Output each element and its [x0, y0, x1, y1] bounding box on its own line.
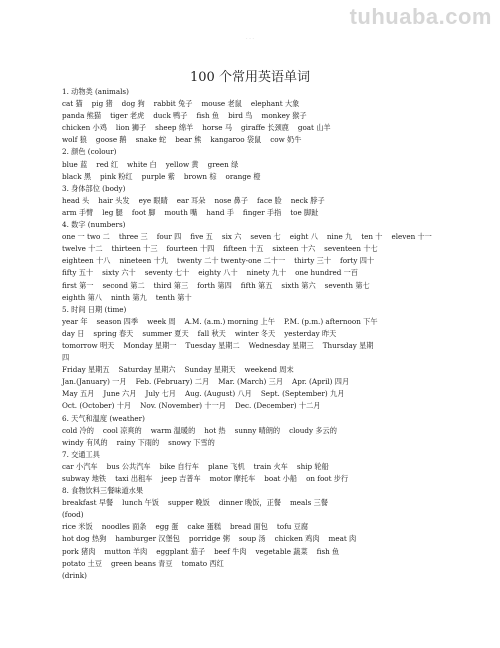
section-heading: (drink)	[62, 570, 87, 580]
word-entry: twelve 十二	[62, 244, 103, 254]
word-entry: soup 汤	[238, 534, 266, 544]
word-entry: head 头	[62, 195, 90, 205]
word-entry: lion 狮子	[115, 123, 147, 133]
word-entry: Saturday 星期六	[118, 365, 176, 375]
word-entry: snowy 下雪的	[168, 437, 215, 447]
word-entry: white 白	[127, 159, 157, 169]
word-entry: cold 冷的	[62, 425, 94, 435]
word-row	[62, 267, 482, 279]
word-entry: beef 牛肉	[214, 546, 247, 556]
word-entry: Nov. (November) 十一月	[140, 401, 226, 411]
word-row	[62, 497, 482, 509]
word-entry: giraffe 长颈鹿	[241, 123, 289, 133]
word-entry: tiger 老虎	[110, 111, 145, 121]
word-entry: fifty 五十	[62, 268, 94, 278]
word-entry: seven 七	[250, 232, 281, 242]
word-entry: forty 四十	[340, 256, 375, 266]
word-row	[62, 134, 482, 146]
word-entry: plane 飞机	[207, 461, 245, 471]
word-entry: chicken 小鸡	[62, 123, 107, 133]
word-entry: motor 摩托车	[209, 474, 256, 483]
word-entry: Aug. (August) 八月	[184, 389, 252, 399]
word-entry: fish 鱼	[316, 546, 340, 556]
word-entry: rabbit 兔子	[153, 99, 193, 109]
word-row	[62, 195, 482, 207]
word-entry: dinner 晚饭，正餐	[218, 498, 281, 508]
word-entry: purple 紫	[141, 171, 175, 181]
section-heading: 四	[62, 353, 70, 363]
word-entry: Sept. (September) 九月	[260, 389, 345, 399]
word-entry: cat 猫	[62, 99, 83, 109]
word-entry: hand 手	[206, 207, 234, 217]
word-entry: Apr. (April) 四月	[292, 377, 350, 387]
word-entry: ten 十	[361, 232, 383, 242]
word-entry: third 第三	[153, 280, 189, 290]
word-entry: tofu 豆腐	[276, 522, 309, 532]
word-entry: eighth 第八	[62, 292, 102, 302]
word-entry: sixth 第六	[281, 280, 316, 290]
word-entry: ship 轮船	[296, 461, 329, 471]
word-entry: eye 眼睛	[138, 195, 168, 205]
word-entry: eighteen 十八	[62, 256, 111, 266]
word-entry: elephant 大象	[250, 99, 300, 109]
word-entry: jeep 吉普车	[161, 474, 201, 483]
word-entry: duck 鸭子	[153, 111, 188, 121]
word-entry: summer 夏天	[142, 328, 189, 338]
word-entry: Dec. (December) 十二月	[234, 401, 321, 411]
word-entry: neck 脖子	[290, 195, 325, 205]
word-entry: tomorrow 明天	[62, 340, 115, 350]
word-entry: car 小汽车	[62, 461, 98, 471]
word-entry: fish 鱼	[196, 111, 220, 121]
word-entry: Tuesday 星期二	[185, 340, 240, 350]
word-row	[62, 340, 482, 352]
section-heading: 4. 数字 (numbers)	[62, 220, 126, 230]
word-entry: cow 奶牛	[270, 135, 302, 145]
word-entry: forth 第四	[197, 280, 232, 290]
word-entry: Friday 星期五	[62, 365, 110, 375]
word-row	[62, 280, 482, 292]
word-entry: hot 热	[204, 425, 226, 435]
word-row	[62, 437, 482, 449]
word-entry: Oct. (October) 十月	[62, 401, 132, 411]
word-entry: Sunday 星期天	[184, 365, 236, 375]
word-entry: sixty 六十	[102, 268, 136, 278]
word-entry: warm 温暖的	[150, 425, 196, 435]
word-entry: bear 熊	[175, 135, 202, 145]
word-entry: green beans 青豆	[110, 558, 173, 568]
word-row	[62, 231, 482, 243]
word-entry: P.M. (p.m.) afternoon 下午	[283, 316, 378, 326]
word-entry: yesterday 昨天	[284, 328, 337, 338]
word-entry: vegetable 蔬菜	[255, 546, 308, 556]
word-entry: spring 春天	[93, 328, 134, 338]
word-entry: foot 脚	[131, 207, 156, 217]
word-entry: eighty 八十	[198, 268, 238, 278]
word-entry: bus 公共汽车	[106, 461, 151, 471]
word-entry: one hundred 一百	[295, 268, 358, 278]
word-entry: Thursday 星期	[322, 340, 374, 350]
word-entry: kangaroo 袋鼠	[210, 135, 262, 145]
word-row	[62, 122, 482, 134]
word-entry: seventeen 十七	[324, 244, 378, 254]
word-entry: boat 小船	[264, 474, 298, 483]
word-entry: tenth 第十	[155, 292, 192, 302]
word-entry: goose 鹅	[95, 135, 127, 145]
word-row	[62, 376, 482, 388]
word-row	[62, 461, 482, 473]
word-entry: dog 狗	[121, 99, 145, 109]
word-entry: nose 鼻子	[214, 195, 248, 205]
word-entry: rainy 下雨的	[116, 437, 160, 447]
section-heading: (food)	[62, 510, 84, 520]
word-entry: yellow 黄	[165, 159, 199, 169]
word-entry: nineteen 十九	[119, 256, 168, 266]
word-row	[62, 255, 482, 267]
word-entry: season 四季	[96, 316, 139, 326]
section-heading: 2. 颜色 (colour)	[62, 147, 117, 157]
word-entry: nine 九	[326, 232, 353, 242]
section-heading: 7. 交通工具	[62, 449, 100, 459]
word-entry: train 火车	[253, 461, 288, 471]
word-entry: fifth 第五	[240, 280, 273, 290]
word-row	[62, 316, 482, 328]
word-entry: porridge 粥	[188, 534, 230, 544]
word-entry: breakfast 早餐	[62, 498, 114, 508]
word-entry: ear 耳朵	[176, 195, 206, 205]
word-entry: meals 三餐	[289, 498, 328, 508]
word-entry: toe 脚趾	[290, 207, 319, 217]
word-entry: pink 粉红	[100, 171, 133, 181]
word-entry: bike 自行车	[159, 461, 199, 471]
word-entry: July 七月	[145, 389, 176, 399]
word-row	[62, 533, 482, 545]
word-entry: ninth 第九	[110, 292, 147, 302]
word-entry: seventh 第七	[324, 280, 370, 290]
word-entry: lunch 午饭	[122, 498, 159, 508]
word-entry: tomato 西红	[181, 558, 224, 568]
word-entry: cloudy 多云的	[289, 425, 337, 435]
word-row	[62, 159, 482, 171]
word-entry: egg 蛋	[155, 522, 179, 532]
word-row	[62, 328, 482, 340]
word-entry: potato 土豆	[62, 558, 102, 568]
word-entry: eggplant 茄子	[156, 546, 206, 556]
word-entry: week 周	[147, 316, 176, 326]
word-entry: wolf 狼	[62, 135, 87, 145]
word-entry: sixteen 十六	[272, 244, 316, 254]
word-entry: Jan.(January) 一月	[62, 377, 127, 387]
word-entry: pig 猪	[91, 99, 113, 109]
word-entry: eleven 十一	[391, 232, 432, 242]
word-entry: arm 手臂	[62, 207, 94, 217]
section-heading: 3. 身体部位 (body)	[62, 183, 126, 193]
page-title: 100 个常用英语单词	[190, 70, 310, 85]
word-entry: thirty 三十	[294, 256, 332, 266]
word-entry: leg 腿	[102, 207, 123, 217]
word-entry: weekend 周末	[244, 365, 294, 375]
word-row	[62, 473, 482, 485]
word-entry: seventy 七十	[144, 268, 190, 278]
word-entry: fourteen 十四	[166, 244, 215, 254]
word-entry: Mar. (March) 三月	[218, 377, 284, 387]
word-entry: hot dog 热狗	[62, 534, 107, 544]
word-entry: mutton 羊肉	[104, 546, 148, 556]
word-entry: eight 八	[289, 232, 318, 242]
word-entry: bird 鸟	[228, 111, 253, 121]
word-entry: Feb. (February) 二月	[135, 377, 210, 387]
word-entry: supper 晚饭	[168, 498, 210, 508]
word-entry: mouth 嘴	[164, 207, 198, 217]
word-entry: subway 地铁	[62, 474, 107, 483]
word-entry: four 四	[156, 232, 182, 242]
word-entry: taxi 出租车	[115, 474, 153, 483]
watermark-logo: tuhuaba.com	[349, 4, 492, 29]
word-entry: bread 面包	[230, 522, 268, 532]
section-heading: 8. 食物饮料三餐味道水果	[62, 486, 144, 496]
word-entry: goat 山羊	[297, 123, 331, 133]
word-entry: thirteen 十三	[111, 244, 158, 254]
word-entry: one 一 two 二	[62, 232, 110, 242]
word-entry: six 六	[221, 232, 242, 242]
word-entry: on foot 步行	[306, 474, 349, 483]
word-entry: day 日	[62, 328, 85, 338]
word-row	[62, 207, 482, 219]
word-row	[62, 546, 482, 558]
section-heading: 5. 时间 日期 (time)	[62, 304, 127, 314]
word-entry: first 第一	[62, 280, 94, 290]
word-entry: horse 马	[202, 123, 233, 133]
word-entry: windy 有风的	[62, 437, 108, 447]
word-entry: monkey 猴子	[261, 111, 307, 121]
word-row	[62, 110, 482, 122]
word-entry: chicken 鸡肉	[274, 534, 320, 544]
word-entry: brown 棕	[183, 171, 217, 181]
word-entry: orange 橙	[225, 171, 261, 181]
section-heading: 1. 动物类 (animals)	[62, 87, 129, 96]
word-entry: red 红	[96, 159, 119, 169]
word-row	[62, 98, 482, 110]
vocabulary-list	[62, 86, 482, 582]
word-row	[62, 292, 482, 304]
word-entry: snake 蛇	[135, 135, 167, 145]
word-entry: rice 米饭	[62, 522, 93, 532]
word-row	[62, 400, 482, 412]
word-entry: fifteen 十五	[223, 244, 264, 254]
word-entry: three 三	[118, 232, 148, 242]
word-entry: noodles 面条	[101, 522, 147, 532]
word-entry: sunny 晴朗的	[234, 425, 281, 435]
word-entry: finger 手指	[242, 207, 282, 217]
word-entry: face 脸	[257, 195, 282, 205]
word-entry: mouse 老鼠	[201, 99, 242, 109]
word-entry: green 绿	[207, 159, 239, 169]
word-row	[62, 521, 482, 533]
word-row	[62, 171, 482, 183]
word-entry: Monday 星期一	[123, 340, 177, 350]
word-entry: hair 头发	[98, 195, 130, 205]
word-entry: blue 蓝	[62, 159, 88, 169]
header-mark: · · ·	[246, 36, 254, 42]
word-entry: winter 冬天	[234, 328, 276, 338]
word-entry: black 黑	[62, 171, 92, 181]
word-entry: hamburger 汉堡包	[115, 534, 180, 544]
word-entry: fall 秋天	[197, 328, 226, 338]
word-row	[62, 364, 482, 376]
section-heading: 6. 天气和温度 (weather)	[62, 413, 145, 423]
word-entry: June 六月	[103, 389, 137, 399]
word-entry: ninety 九十	[246, 268, 287, 278]
word-entry: second 第二	[102, 280, 145, 290]
word-row	[62, 388, 482, 400]
word-row	[62, 243, 482, 255]
word-entry: five 五	[190, 232, 213, 242]
word-entry: sheep 绵羊	[155, 123, 194, 133]
word-entry: pork 猪肉	[62, 546, 96, 556]
word-entry: year 年	[62, 316, 88, 326]
word-row	[62, 425, 482, 437]
word-entry: A.M. (a.m.) morning 上午	[184, 316, 275, 326]
word-entry: cool 凉爽的	[102, 425, 142, 435]
word-entry: May 五月	[62, 389, 95, 399]
word-entry: Wednesday 星期三	[248, 340, 314, 350]
word-entry: panda 熊猫	[62, 111, 102, 121]
word-entry: cake 蛋糕	[187, 522, 222, 532]
word-row	[62, 558, 482, 570]
word-entry: meat 肉	[328, 534, 357, 544]
word-entry: twenty 二十 twenty-one 二十一	[176, 256, 286, 266]
